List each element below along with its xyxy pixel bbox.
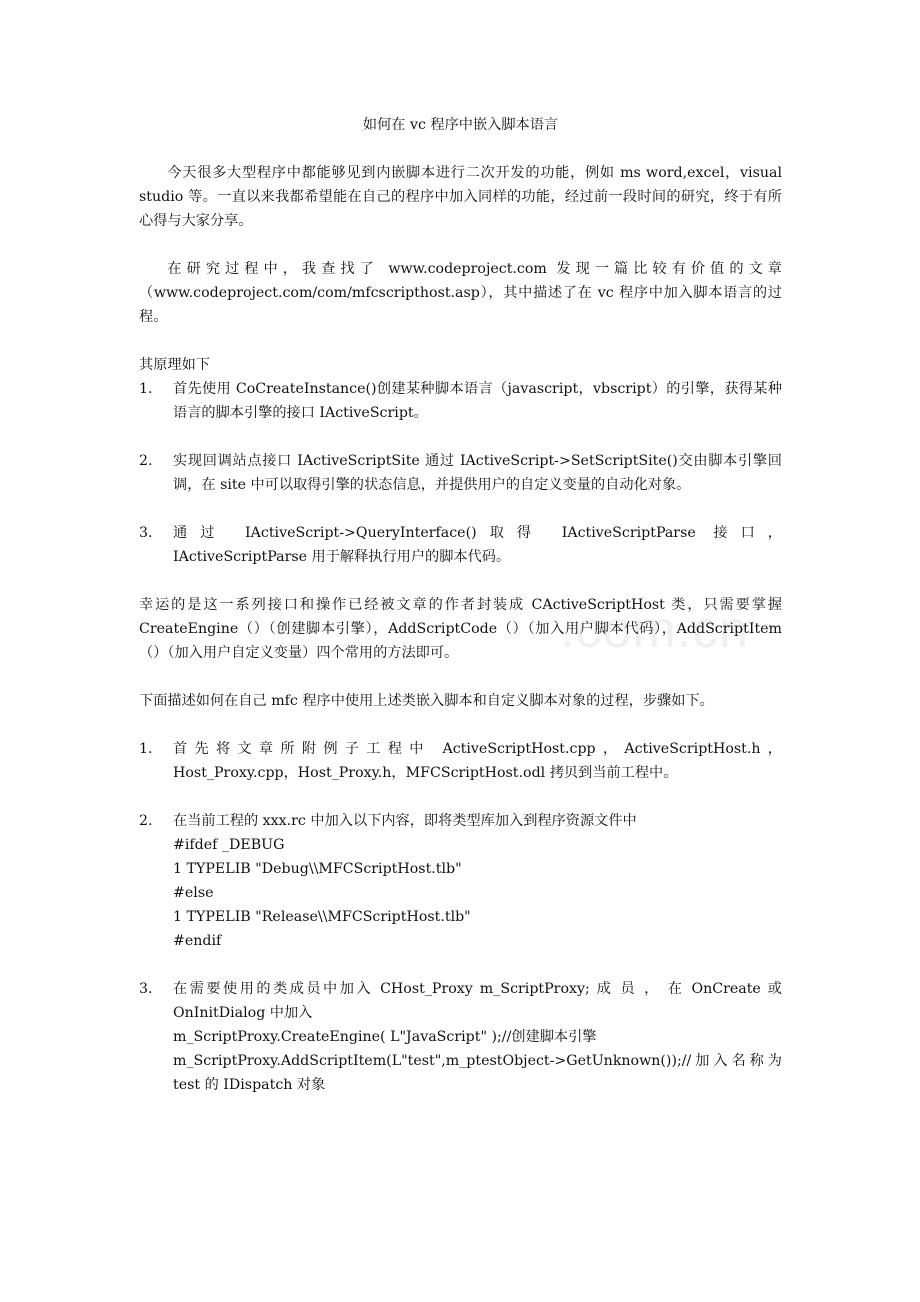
fortunate-paragraph: 幸运的是这一系列接口和操作已经被文章的作者封装成 CActiveScriptHost 类，只需要掌握 CreateEngine（）（创建脚本引擎），AddScriptCode（）（加入用户脚本代码），AddScriptItem（）（加入用户自定义变量）四个常用的方法即可。	[139, 597, 782, 661]
code-line: #else	[173, 885, 214, 901]
principle-item-1	[139, 377, 782, 425]
list-item-text: 在需要使用的类成员中加入 CHost_Proxy m_ScriptProxy; 成 员 ， 在 OnCreate 或 OnInitDialog 中加入	[173, 981, 782, 1021]
watermark: .com.cn	[560, 601, 750, 659]
list-number: 1.	[139, 381, 153, 397]
code-line: #endif	[173, 933, 222, 949]
list-item-text: 首先将文章所附例子工程中 ActiveScriptHost.cpp，ActiveScriptHost.h，Host_Proxy.cpp，Host_Proxy.h，MFCScriptHost.odl 拷贝到当前工程中。	[173, 741, 782, 781]
step-item-3	[139, 977, 782, 1097]
intro-paragraph-2: 在研究过程中，我查找了 www.codeproject.com 发现一篇比较有价值的文章（www.codeproject.com/com/mfcscripthost.asp），其中描述了在 vc 程序中加入脚本语言的过程。	[139, 261, 782, 325]
steps-intro: 下面描述如何在自己 mfc 程序中使用上述类嵌入脚本和自定义脚本对象的过程，步骤如下。	[139, 693, 714, 709]
list-item-text: 通过 IActiveScript->QueryInterface()取得 IActiveScriptParse 接口，IActiveScriptParse 用于解释执行用户的脚本代码。	[173, 525, 782, 565]
step-item-2	[139, 809, 782, 953]
list-number: 3.	[139, 525, 153, 541]
principle-item-3	[139, 521, 782, 569]
principle-item-2	[139, 449, 782, 497]
code-line: m_ScriptProxy.CreateEngine( L"JavaScript" );//创建脚本引擎	[173, 1029, 597, 1045]
step-item-1	[139, 737, 782, 785]
list-number: 2.	[139, 453, 153, 469]
list-item-text: 实现回调站点接口 IActiveScriptSite 通过 IActiveScript->SetScriptSite()交由脚本引擎回调，在 site 中可以取得引擎的状态信息，并提供用户的自定义变量的自动化对象。	[173, 453, 782, 493]
list-number: 1.	[139, 741, 153, 757]
code-line: 1 TYPELIB "Release\\MFCScriptHost.tlb"	[173, 909, 471, 925]
document-body	[139, 113, 782, 1097]
code-line: m_ScriptProxy.AddScriptItem(L"test",m_ptestObject->GetUnknown());//加入名称为 test 的 IDispatch 对象	[173, 1053, 782, 1093]
list-number: 2.	[139, 813, 153, 829]
list-item-text: 首先使用 CoCreateInstance()创建某种脚本语言（javascript，vbscript）的引擎，获得某种语言的脚本引擎的接口 IActiveScript。	[173, 381, 782, 421]
list-item-text: 在当前工程的 xxx.rc 中加入以下内容，即将类型库加入到程序资源文件中	[173, 813, 637, 829]
principle-heading: 其原理如下	[139, 357, 210, 373]
list-number: 3.	[139, 981, 153, 997]
document-title: 如何在 vc 程序中嵌入脚本语言	[362, 117, 559, 133]
code-line: #ifdef _DEBUG	[173, 837, 285, 853]
intro-paragraph-1: 今天很多大型程序中都能够见到内嵌脚本进行二次开发的功能，例如 ms word,excel，visual studio 等。一直以来我都希望能在自己的程序中加入同样的功能，经过前一段时间的研究，终于有所心得与大家分享。	[139, 165, 782, 229]
code-line: 1 TYPELIB "Debug\\MFCScriptHost.tlb"	[173, 861, 462, 877]
